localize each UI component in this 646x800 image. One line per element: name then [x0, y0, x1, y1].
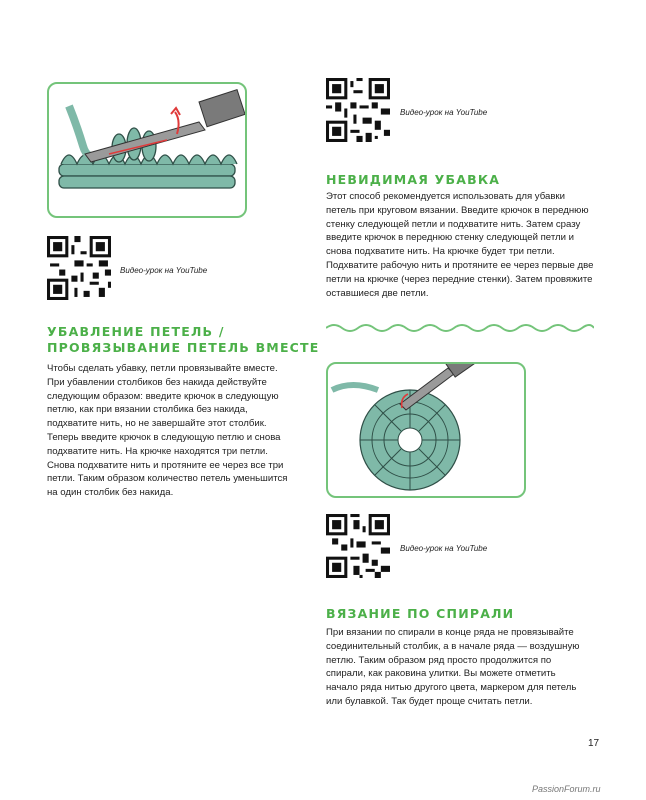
section-title-line: УБАВЛЕНИЕ ПЕТЕЛЬ / — [47, 324, 225, 339]
section-text-decrease — [47, 362, 297, 500]
qr-caption: Видео-урок на YouTube — [120, 266, 208, 275]
section-title-invisible-decrease: НЕВИДИМАЯ УБАВКА — [326, 172, 501, 187]
qr-code-icon[interactable] — [326, 78, 390, 142]
paragraph: Этот способ рекомендуется использовать для убавки петель при круговом вязании. Введите крючок в переднюю стенку следующей петли и подхватите нить. Затем сразу введите крючок в переднюю стенку следующей петли и снова подхватите нить. На крючке будет три петли. Подхватите рабочую нить и протяните ее через первые две петли на крючке (через передние стенки). Затем провяжите оставшиеся две петли. — [326, 191, 594, 299]
paragraph: Чтобы сделать убавку, петли провязывайте вместе. При убавлении столбиков без накида действуйте следующим образом: введите крючок в следующую петлю, как при вязании столбика без накида, подхватите нить, но не завершайте этот столбик. Теперь введите крючок в следующую петлю и снова подхватите нить. На крючке находятся три петли. Снова подхватите нить и протяните ее через все три петли. Таким образом количество петель уменьшится на один столбик без накида. — [47, 363, 288, 499]
illustration-spiral-frame — [326, 362, 526, 498]
qr-code-icon[interactable] — [47, 236, 111, 300]
crochet-decrease-illustration — [49, 84, 245, 216]
illustration-decrease-frame — [47, 82, 247, 218]
crochet-spiral-illustration — [328, 364, 524, 496]
qr-caption: Видео-урок на YouTube — [400, 544, 488, 553]
wavy-divider — [326, 322, 594, 334]
section-title-spiral: ВЯЗАНИЕ ПО СПИРАЛИ — [326, 606, 515, 621]
qr-caption: Видео-урок на YouTube — [400, 108, 488, 117]
paragraph: При вязании по спирали в конце ряда не провязывайте соединительный столбик, а в начале ряда — воздушную петлю. Таким образом ряд просто продолжится по спирали, как раковина улитки. Вы можете отметить начало ряда нитью другого цвета, маркером для петель или булавкой. Так будет проще считать петли. — [326, 627, 580, 707]
section-text-invisible-decrease — [326, 190, 594, 300]
watermark: PassionForum.ru — [532, 784, 601, 794]
page-number: 17 — [588, 738, 600, 749]
section-text-spiral — [326, 626, 588, 709]
section-title-decrease — [47, 324, 320, 356]
qr-code-icon[interactable] — [326, 514, 390, 578]
section-title-line: ПРОВЯЗЫВАНИЕ ПЕТЕЛЬ ВМЕСТЕ — [47, 340, 320, 355]
